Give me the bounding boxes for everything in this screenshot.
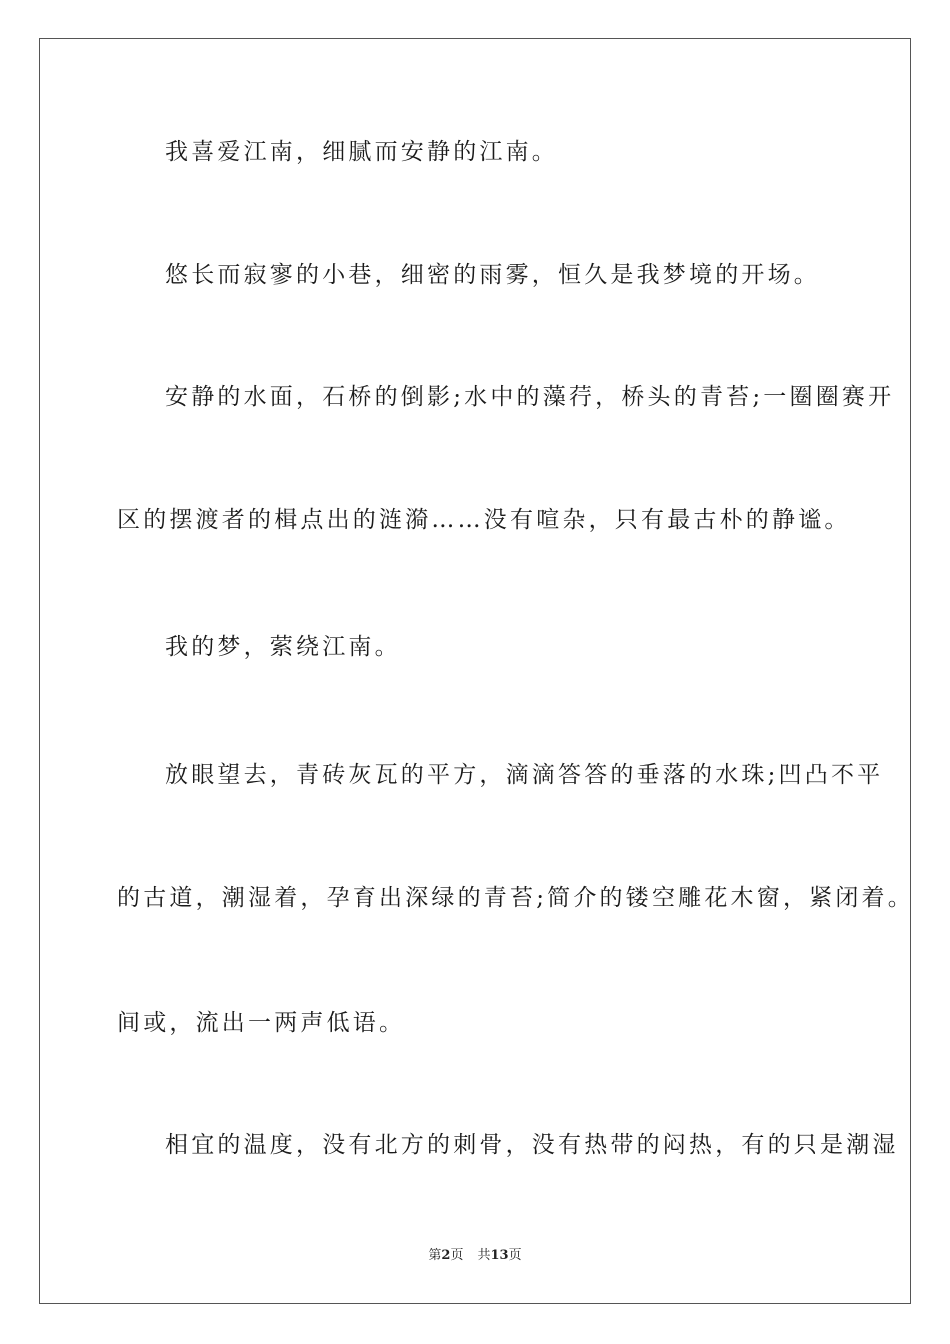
page-number: 第2页	[428, 1248, 464, 1263]
paragraph-line-4: 区的摆渡者的楫点出的涟漪……没有喧杂，只有最古朴的静谧。	[117, 507, 851, 533]
paragraph-line-9: 相宜的温度，没有北方的刺骨，没有热带的闷热，有的只是潮湿	[165, 1132, 899, 1158]
total-pages: 共13页	[477, 1248, 522, 1263]
page-border	[39, 38, 914, 1304]
paragraph-line-1: 我喜爱江南，细腻而安静的江南。	[165, 139, 558, 165]
paragraph-line-5: 我的梦，萦绕江南。	[165, 634, 401, 660]
paragraph-line-2: 悠长而寂寥的小巷，细密的雨雾，恒久是我梦境的开场。	[165, 262, 820, 288]
paragraph-line-7: 的古道，潮湿着，孕育出深绿的青苔;简介的镂空雕花木窗，紧闭着。	[117, 885, 914, 911]
paragraph-line-8: 间或，流出一两声低语。	[117, 1010, 406, 1036]
paragraph-line-3: 安静的水面，石桥的倒影;水中的藻荇，桥头的青苔;一圈圈赛开	[165, 384, 895, 410]
page-footer	[0, 1247, 950, 1265]
paragraph-line-6: 放眼望去，青砖灰瓦的平方，滴滴答答的垂落的水珠;凹凸不平	[165, 762, 884, 788]
